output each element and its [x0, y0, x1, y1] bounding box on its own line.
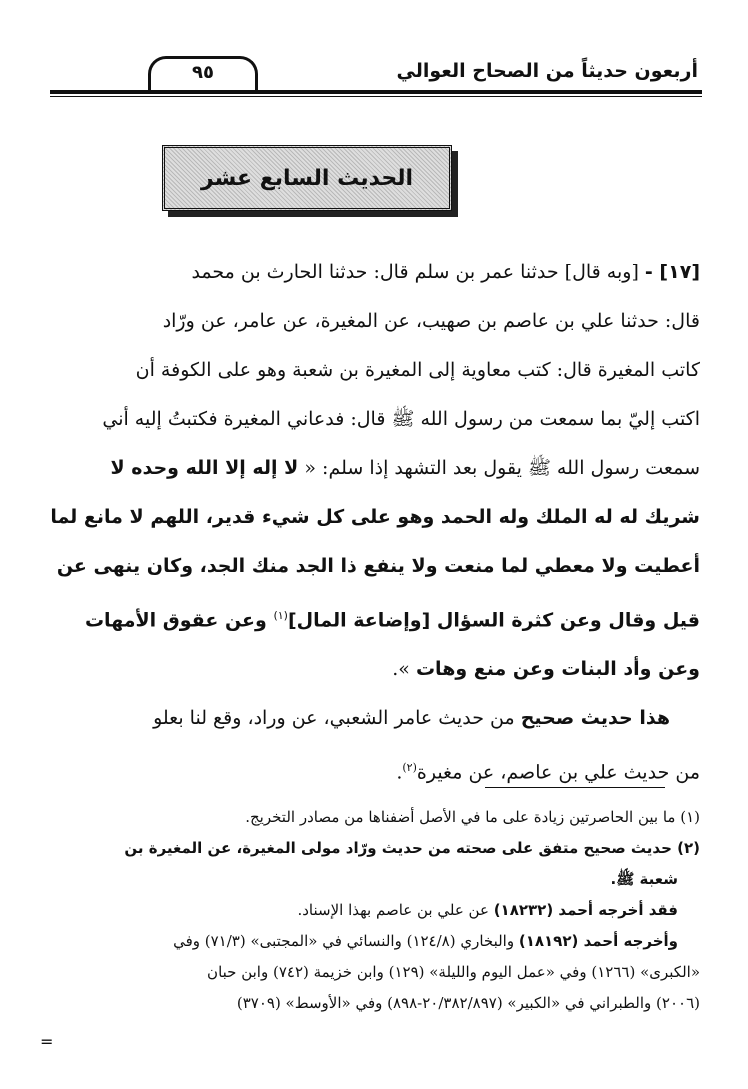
hadith-line-7: أعطيت ولا معطي لما منعت ولا ينفع ذا الجد منك الجد، وكان ينهى عن — [56, 555, 700, 577]
hadith-line-4: اكتب إليّ بما سمعت من رسول الله ﷺ قال: فدعاني المغيرة فكتبتُ إليه أني — [102, 408, 700, 430]
grading-line-2: من حديث علي بن عاصم، عن مغيرة$^{(٢)}$. — [396, 761, 700, 784]
footnote-ref-1: (١) — [273, 609, 288, 622]
footnotes — [38, 802, 700, 1019]
hadith-line-6: شريك له له الملك وله الحمد وهو على كل شيء قدير، اللهم لا مانع لما — [50, 506, 700, 528]
hadith-line-2: قال: حدثنا علي بن عاصم بن صهيب، عن المغيرة، عن عامر، عن ورّاد — [162, 310, 700, 332]
hadith-line-5: سمعت رسول الله ﷺ يقول بعد التشهد إذا سلم: « لا إله إلا الله وحده لا — [110, 457, 700, 479]
footnote-2-line-1: (٢) حديث صحيح متفق على صحته من حديث ورّاد مولى المغيرة، عن المغيرة بن — [124, 839, 700, 857]
grading-line-1: هذا حديث صحيح من حديث عامر الشعبي، عن وراد، وقع لنا بعلو — [153, 707, 670, 730]
hadith-text — [38, 248, 700, 798]
continuation-mark: = — [40, 1032, 54, 1051]
header-rule-thick — [50, 90, 702, 94]
header-rule-thin — [50, 96, 702, 97]
footnote-separator — [485, 787, 665, 788]
chapter-title: الحديث السابع عشر — [200, 165, 414, 191]
hadith-number: [١٧] - — [644, 261, 700, 283]
chapter-title-box — [162, 145, 452, 211]
hadith-matn-start: لا إله إلا الله وحده لا — [110, 457, 299, 479]
grading-label: هذا حديث صحيح — [520, 707, 670, 730]
footnote-2-line-2: شعبة ﷺ. — [610, 870, 678, 888]
hadith-line-1: [١٧] - [وبه قال] حدثنا عمر بن سلم قال: حدثنا الحارث بن محمد — [191, 261, 700, 283]
footnote-2-line-5: «الكبرى» (١٢٦٦) وفي «عمل اليوم والليلة» (١٢٩) وابن خزيمة (٧٤٢) وابن حبان — [207, 963, 700, 981]
footnote-1: (١) ما بين الحاصرتين زيادة على ما في الأصل أضفناها من مصادر التخريج. — [245, 808, 700, 826]
page-number: ٩٥ — [192, 62, 214, 83]
running-header-title: أربعون حديثاً من الصحاح العوالي — [396, 60, 698, 82]
hadith-line-9: وعن وأد البنات وعن منع وهات ». — [392, 658, 700, 681]
footnote-2-line-4: وأخرجه أحمد (١٨١٩٢) والبخاري (١٢٤/٨) والنسائي في «المجتبى» (٧١/٣) وفي — [173, 932, 678, 950]
footnote-2-line-6: (٢٠٠٦) والطبراني في «الكبير» (٢٠/٣٨٢/٨٩٧-٨٩٨) وفي «الأوسط» (٣٧٠٩) — [236, 994, 700, 1012]
footnote-ref-2: (٢) — [402, 761, 417, 775]
footnote-2-line-3: فقد أخرجه أحمد (١٨٢٣٢) عن علي بن عاصم بهذا الإسناد. — [297, 901, 678, 919]
hadith-line-3: كاتب المغيرة قال: كتب معاوية إلى المغيرة بن شعبة وهو على الكوفة أن — [135, 359, 700, 381]
hadith-line-8: قيل وقال وعن كثرة السؤال [وإضاعة المال]$^{(١)}$ وعن عقوق الأمهات — [84, 609, 700, 632]
